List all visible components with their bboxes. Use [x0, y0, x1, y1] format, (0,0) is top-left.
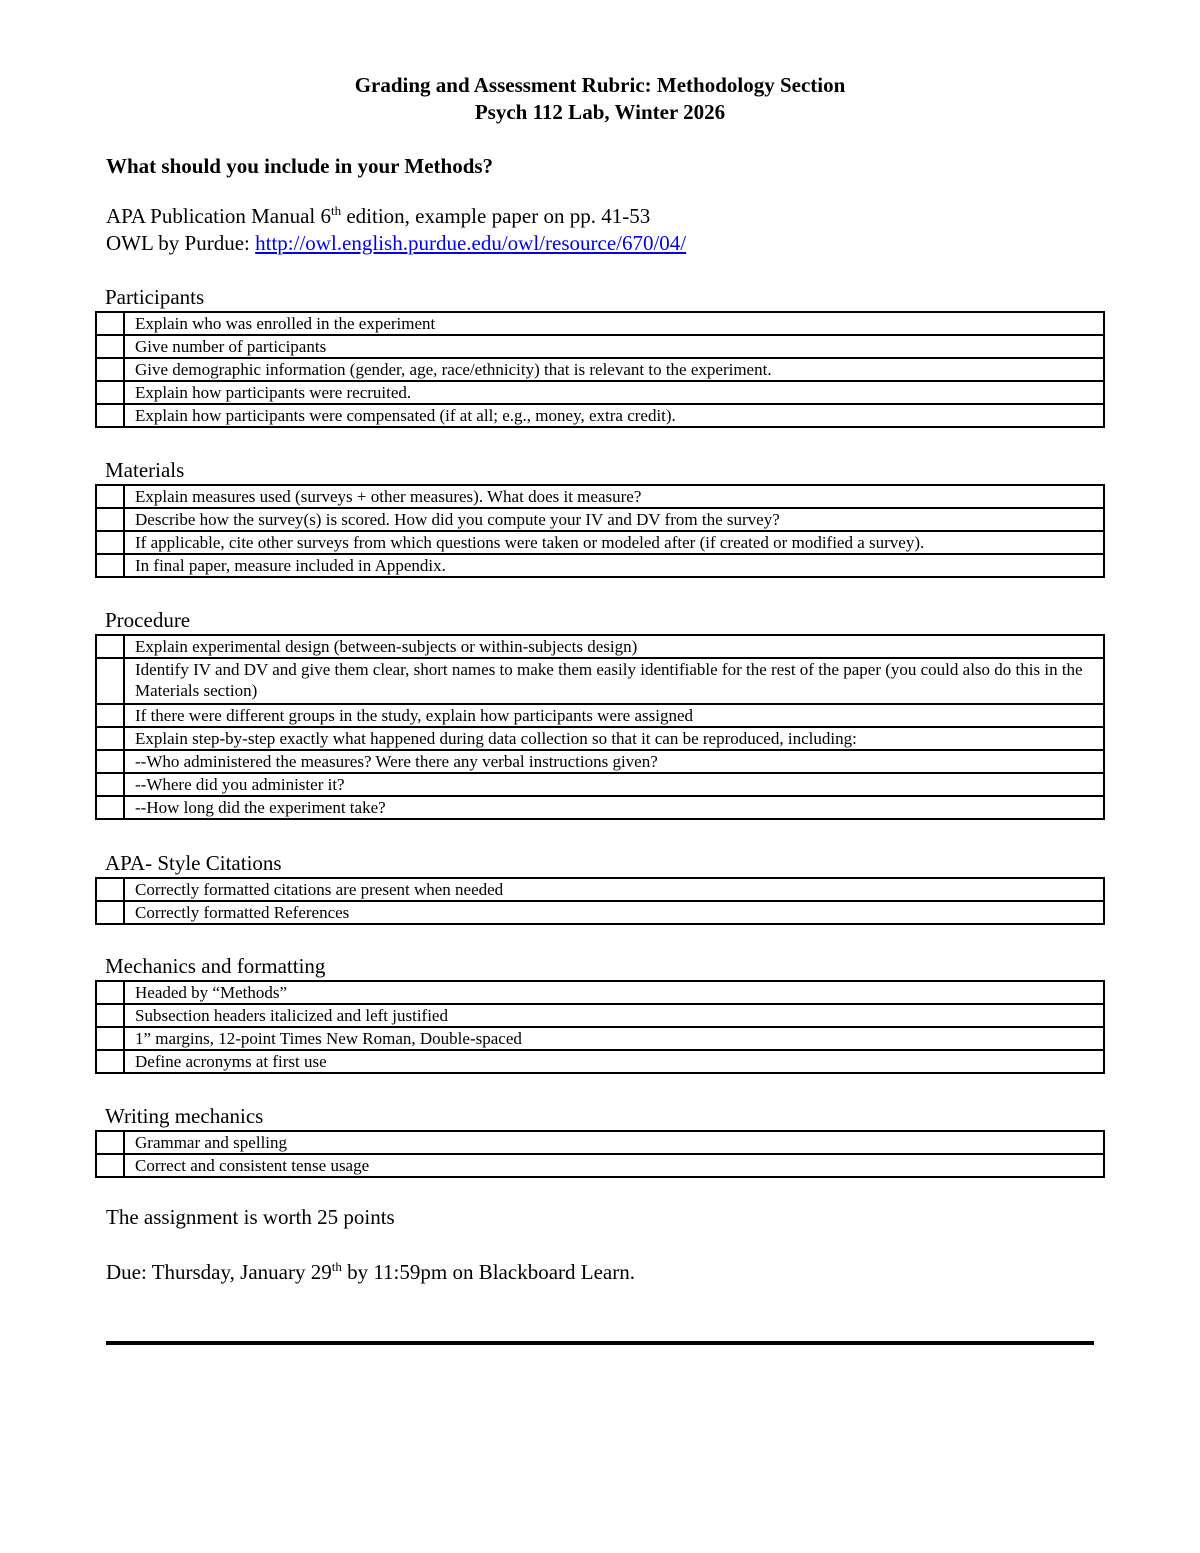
section-heading: Procedure: [105, 608, 191, 632]
section-procedure: [95, 607, 1105, 820]
rubric-table: [95, 877, 1105, 925]
apa-prefix: APA Publication Manual 6: [106, 204, 331, 228]
rubric-table: [95, 484, 1105, 578]
rubric-item: Explain how participants were compensated (if at all; e.g., money, extra credit).: [124, 404, 1104, 427]
rubric-row: [96, 750, 1104, 773]
rubric-item: If applicable, cite other surveys from which questions were taken or modeled after (if created or modified a survey).: [124, 531, 1104, 554]
document-subtitle: Psych 112 Lab, Winter 2026: [474, 100, 726, 124]
check-box[interactable]: [96, 878, 124, 901]
rubric-table: [95, 1130, 1105, 1178]
rubric-item: Give number of participants: [124, 335, 1104, 358]
section-apa-citations: [95, 850, 1105, 925]
check-box[interactable]: [96, 381, 124, 404]
section-participants: [95, 284, 1105, 428]
check-box[interactable]: [96, 750, 124, 773]
rubric-row: [96, 901, 1104, 924]
rubric-row: [96, 658, 1104, 704]
check-box[interactable]: [96, 796, 124, 819]
check-box[interactable]: [96, 554, 124, 577]
rubric-row: [96, 773, 1104, 796]
rubric-row: [96, 531, 1104, 554]
rubric-row: [96, 1131, 1104, 1154]
rubric-item: Explain measures used (surveys + other measures). What does it measure?: [124, 485, 1104, 508]
rubric-row: [96, 635, 1104, 658]
rubric-row: [96, 727, 1104, 750]
rubric-item: Headed by “Methods”: [124, 981, 1104, 1004]
check-box[interactable]: [96, 335, 124, 358]
rubric-row: [96, 381, 1104, 404]
rubric-row: [96, 981, 1104, 1004]
rubric-item: Explain step-by-step exactly what happened during data collection so that it can be reproduced, including:: [124, 727, 1104, 750]
rubric-item: Define acronyms at first use: [124, 1050, 1104, 1073]
rubric-item: Grammar and spelling: [124, 1131, 1104, 1154]
rubric-item: --Where did you administer it?: [124, 773, 1104, 796]
check-box[interactable]: [96, 1154, 124, 1177]
section-heading: Mechanics and formatting: [105, 954, 326, 978]
check-box[interactable]: [96, 901, 124, 924]
check-box[interactable]: [96, 1131, 124, 1154]
rubric-row: [96, 485, 1104, 508]
rubric-item: Explain how participants were recruited.: [124, 381, 1104, 404]
rubric-item: Correctly formatted citations are present when needed: [124, 878, 1104, 901]
apa-manual-reference: [106, 204, 650, 229]
check-box[interactable]: [96, 773, 124, 796]
horizontal-rule: [106, 1341, 1094, 1345]
rubric-item: Describe how the survey(s) is scored. How did you compute your IV and DV from the survey?: [124, 508, 1104, 531]
rubric-row: [96, 704, 1104, 727]
due-suffix: by 11:59pm on Blackboard Learn.: [341, 1260, 635, 1284]
check-box[interactable]: [96, 981, 124, 1004]
rubric-row: [96, 1004, 1104, 1027]
rubric-row: [96, 1050, 1104, 1073]
rubric-row: [96, 358, 1104, 381]
methods-question: What should you include in your Methods?: [106, 154, 494, 178]
rubric-row: [96, 1027, 1104, 1050]
apa-superscript: th: [330, 203, 342, 218]
section-writing-mechanics: [95, 1103, 1105, 1178]
check-box[interactable]: [96, 727, 124, 750]
rubric-item: Correctly formatted References: [124, 901, 1104, 924]
apa-suffix: edition, example paper on pp. 41-53: [341, 204, 651, 228]
check-box[interactable]: [96, 485, 124, 508]
due-prefix: Due: Thursday, January 29: [106, 1260, 332, 1284]
rubric-row: [96, 796, 1104, 819]
rubric-item: If there were different groups in the study, explain how participants were assigned: [124, 704, 1104, 727]
rubric-item: --How long did the experiment take?: [124, 796, 1104, 819]
rubric-row: [96, 312, 1104, 335]
rubric-item: 1” margins, 12-point Times New Roman, Double-spaced: [124, 1027, 1104, 1050]
section-mechanics-formatting: [95, 953, 1105, 1074]
owl-prefix: OWL by Purdue:: [106, 231, 256, 255]
check-box[interactable]: [96, 1050, 124, 1073]
rubric-item: --Who administered the measures? Were there any verbal instructions given?: [124, 750, 1104, 773]
due-superscript: th: [331, 1259, 342, 1274]
check-box[interactable]: [96, 1004, 124, 1027]
rubric-row: [96, 1154, 1104, 1177]
rubric-table: [95, 311, 1105, 428]
check-box[interactable]: [96, 531, 124, 554]
rubric-item: Identify IV and DV and give them clear, short names to make them easily identifiable for the rest of the paper (you could also do this in the Materials section): [124, 658, 1104, 704]
check-box[interactable]: [96, 658, 124, 704]
check-box[interactable]: [96, 508, 124, 531]
rubric-item: Correct and consistent tense usage: [124, 1154, 1104, 1177]
points-statement: The assignment is worth 25 points: [106, 1205, 395, 1229]
check-box[interactable]: [96, 404, 124, 427]
rubric-item: Explain experimental design (between-subjects or within-subjects design): [124, 635, 1104, 658]
check-box[interactable]: [96, 312, 124, 335]
rubric-item: In final paper, measure included in Appendix.: [124, 554, 1104, 577]
section-heading: Materials: [105, 458, 185, 482]
due-date-statement: [106, 1260, 635, 1285]
check-box[interactable]: [96, 358, 124, 381]
rubric-table: [95, 980, 1105, 1074]
section-heading: Writing mechanics: [105, 1104, 264, 1128]
section-heading: APA- Style Citations: [105, 851, 282, 875]
rubric-table: [95, 634, 1105, 820]
check-box[interactable]: [96, 1027, 124, 1050]
rubric-row: [96, 508, 1104, 531]
rubric-row: [96, 404, 1104, 427]
rubric-item: Subsection headers italicized and left justified: [124, 1004, 1104, 1027]
rubric-item: Explain who was enrolled in the experiment: [124, 312, 1104, 335]
section-heading: Participants: [105, 285, 205, 309]
rubric-row: [96, 554, 1104, 577]
check-box[interactable]: [96, 635, 124, 658]
section-materials: [95, 457, 1105, 578]
rubric-item: Give demographic information (gender, age, race/ethnicity) that is relevant to the experiment.: [124, 358, 1104, 381]
owl-link[interactable]: http://owl.english.purdue.edu/owl/resource/670/04/: [255, 231, 687, 255]
rubric-row: [96, 335, 1104, 358]
owl-reference: [106, 231, 686, 256]
document-title: Grading and Assessment Rubric: Methodology Section: [354, 73, 846, 97]
rubric-row: [96, 878, 1104, 901]
check-box[interactable]: [96, 704, 124, 727]
